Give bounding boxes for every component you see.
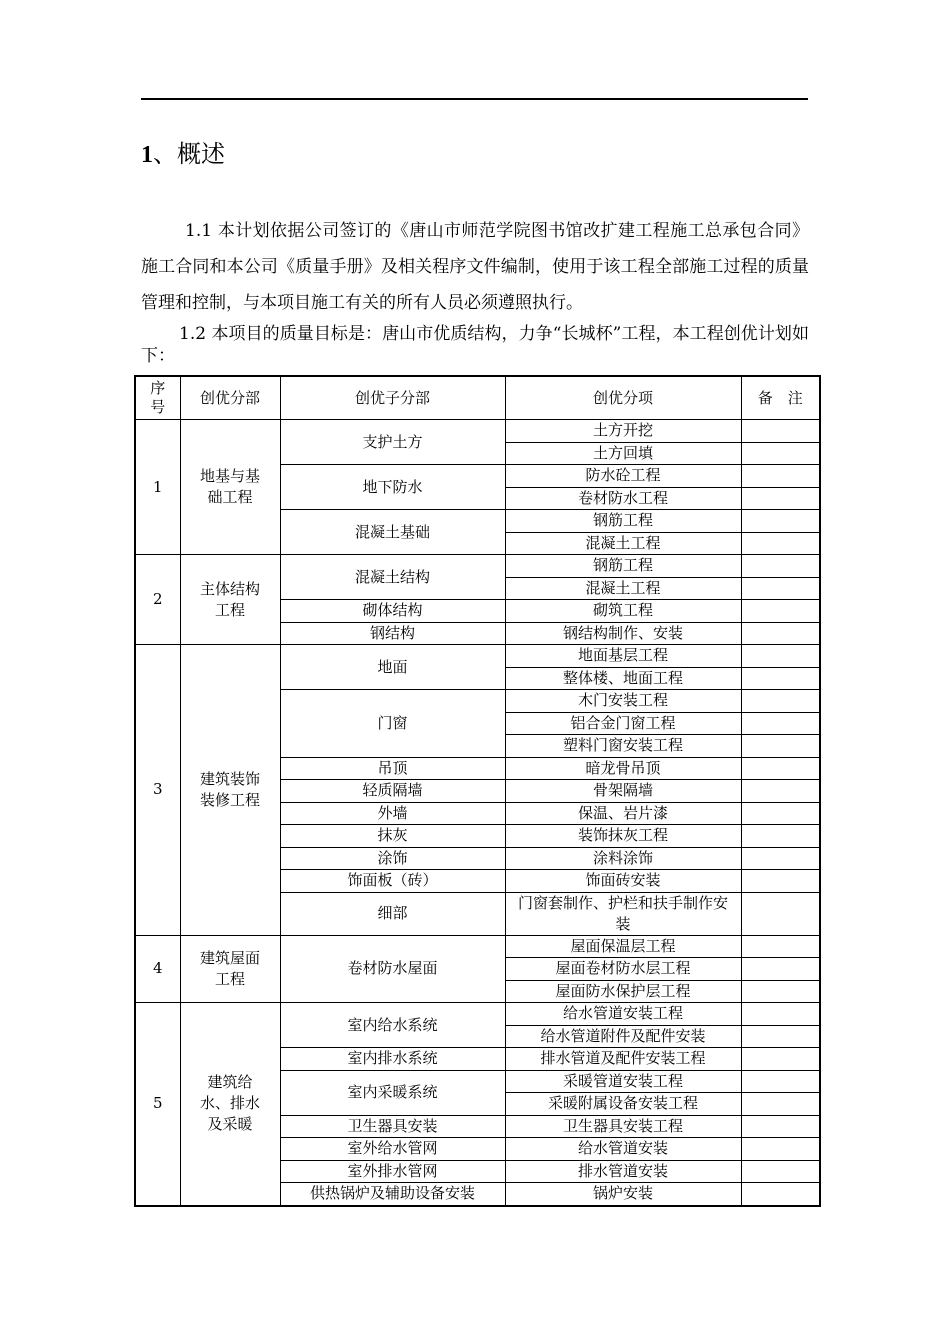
subdivision-cell: 支护土方	[280, 420, 505, 465]
item-cell: 卫生器具安装工程	[505, 1115, 741, 1138]
remark-cell	[741, 510, 820, 533]
row-seq-number: 5	[135, 1003, 180, 1206]
item-cell: 门窗套制作、护栏和扶手制作安装	[505, 892, 741, 935]
remark-cell	[741, 870, 820, 893]
subdivision-cell: 混凝土结构	[280, 555, 505, 600]
remark-cell	[741, 420, 820, 443]
subdivision-cell: 室内采暖系统	[280, 1070, 505, 1115]
item-cell: 混凝土工程	[505, 532, 741, 555]
subdivision-cell: 砌体结构	[280, 600, 505, 623]
row-seq-number: 2	[135, 555, 180, 645]
table-row	[135, 420, 820, 443]
subdivision-cell: 吊顶	[280, 757, 505, 780]
subdivision-cell: 室外给水管网	[280, 1138, 505, 1161]
division-cell: 建筑屋面工程	[180, 935, 280, 1003]
remark-cell	[741, 1070, 820, 1093]
item-cell: 土方开挖	[505, 420, 741, 443]
remark-cell	[741, 1003, 820, 1026]
quality-plan-table	[134, 375, 821, 1207]
division-cell: 地基与基础工程	[180, 420, 280, 555]
paragraph-1-2: 1.2 本项目的质量目标是：唐山市优质结构，力争“长城杯”工程，本工程创优计划如下：	[141, 324, 809, 366]
remark-cell	[741, 802, 820, 825]
remark-cell	[741, 487, 820, 510]
paragraph-1-1: 1.1 本计划依据公司签订的《唐山市师范学院图书馆改扩建工程施工总承包合同》施工合同和本公司《质量手册》及相关程序文件编制，使用于该工程全部施工过程的质量管理和控制，与本项目施工有关的所有人员必须遵照执行。	[141, 221, 809, 313]
row-seq-number: 3	[135, 645, 180, 936]
header-division: 创优分部	[180, 376, 280, 420]
remark-cell	[741, 690, 820, 713]
remark-cell	[741, 1115, 820, 1138]
remark-cell	[741, 622, 820, 645]
item-cell: 混凝土工程	[505, 577, 741, 600]
subdivision-cell: 供热锅炉及辅助设备安装	[280, 1183, 505, 1206]
row-seq-number: 1	[135, 420, 180, 555]
item-cell: 给水管道附件及配件安装	[505, 1025, 741, 1048]
item-cell: 骨架隔墙	[505, 780, 741, 803]
item-cell: 排水管道及配件安装工程	[505, 1048, 741, 1071]
table-row	[135, 1003, 820, 1026]
item-cell: 屋面保温层工程	[505, 935, 741, 958]
item-cell: 防水砼工程	[505, 465, 741, 488]
remark-cell	[741, 980, 820, 1003]
subdivision-cell: 室内给水系统	[280, 1003, 505, 1048]
item-cell: 铝合金门窗工程	[505, 712, 741, 735]
header-rule	[141, 98, 808, 100]
item-cell: 砌筑工程	[505, 600, 741, 623]
header-subdivision: 创优子分部	[280, 376, 505, 420]
item-cell: 卷材防水工程	[505, 487, 741, 510]
header-remark: 备 注	[741, 376, 820, 420]
table-header-row	[135, 376, 820, 420]
item-cell: 给水管道安装	[505, 1138, 741, 1161]
section-title: 、概述	[153, 140, 225, 168]
item-cell: 地面基层工程	[505, 645, 741, 668]
subdivision-cell: 地面	[280, 645, 505, 690]
subdivision-cell: 细部	[280, 892, 505, 935]
remark-cell	[741, 1138, 820, 1161]
item-cell: 保温、岩片漆	[505, 802, 741, 825]
item-cell: 锅炉安装	[505, 1183, 741, 1206]
remark-cell	[741, 532, 820, 555]
remark-cell	[741, 667, 820, 690]
remark-cell	[741, 555, 820, 578]
item-cell: 饰面砖安装	[505, 870, 741, 893]
remark-cell	[741, 465, 820, 488]
item-cell: 整体楼、地面工程	[505, 667, 741, 690]
remark-cell	[741, 1025, 820, 1048]
remark-cell	[741, 958, 820, 981]
remark-cell	[741, 645, 820, 668]
subdivision-cell: 抹灰	[280, 825, 505, 848]
division-cell: 建筑给水、排水及采暖	[180, 1003, 280, 1206]
table-row	[135, 645, 820, 668]
remark-cell	[741, 847, 820, 870]
subdivision-cell: 饰面板（砖）	[280, 870, 505, 893]
item-cell: 采暖附属设备安装工程	[505, 1093, 741, 1116]
item-cell: 排水管道安装	[505, 1160, 741, 1183]
section-heading	[141, 134, 225, 169]
item-cell: 木门安装工程	[505, 690, 741, 713]
remark-cell	[741, 757, 820, 780]
table-body	[135, 420, 820, 1206]
remark-cell	[741, 1183, 820, 1206]
remark-cell	[741, 780, 820, 803]
item-cell: 钢筋工程	[505, 555, 741, 578]
subdivision-cell: 卷材防水屋面	[280, 935, 505, 1003]
item-cell: 给水管道安装工程	[505, 1003, 741, 1026]
subdivision-cell: 外墙	[280, 802, 505, 825]
remark-cell	[741, 825, 820, 848]
remark-cell	[741, 712, 820, 735]
subdivision-cell: 涂饰	[280, 847, 505, 870]
item-cell: 土方回填	[505, 442, 741, 465]
remark-cell	[741, 1048, 820, 1071]
table-row	[135, 935, 820, 958]
division-cell: 建筑装饰装修工程	[180, 645, 280, 936]
subdivision-cell: 室内排水系统	[280, 1048, 505, 1071]
remark-cell	[741, 442, 820, 465]
item-cell: 涂料涂饰	[505, 847, 741, 870]
item-cell: 暗龙骨吊顶	[505, 757, 741, 780]
remark-cell	[741, 600, 820, 623]
row-seq-number: 4	[135, 935, 180, 1003]
subdivision-cell: 混凝土基础	[280, 510, 505, 555]
remark-cell	[741, 1160, 820, 1183]
remark-cell	[741, 577, 820, 600]
subdivision-cell: 卫生器具安装	[280, 1115, 505, 1138]
remark-cell	[741, 892, 820, 935]
subdivision-cell: 门窗	[280, 690, 505, 758]
subdivision-cell: 轻质隔墙	[280, 780, 505, 803]
item-cell: 屋面防水保护层工程	[505, 980, 741, 1003]
item-cell: 装饰抹灰工程	[505, 825, 741, 848]
item-cell: 采暖管道安装工程	[505, 1070, 741, 1093]
remark-cell	[741, 735, 820, 758]
header-item: 创优分项	[505, 376, 741, 420]
remark-cell	[741, 1093, 820, 1116]
item-cell: 塑料门窗安装工程	[505, 735, 741, 758]
item-cell: 屋面卷材防水层工程	[505, 958, 741, 981]
remark-cell	[741, 935, 820, 958]
item-cell: 钢筋工程	[505, 510, 741, 533]
header-seq: 序号	[135, 376, 180, 420]
subdivision-cell: 钢结构	[280, 622, 505, 645]
item-cell: 钢结构制作、安装	[505, 622, 741, 645]
table-row	[135, 555, 820, 578]
division-cell: 主体结构工程	[180, 555, 280, 645]
section-number: 1	[141, 142, 153, 168]
subdivision-cell: 地下防水	[280, 465, 505, 510]
subdivision-cell: 室外排水管网	[280, 1160, 505, 1183]
